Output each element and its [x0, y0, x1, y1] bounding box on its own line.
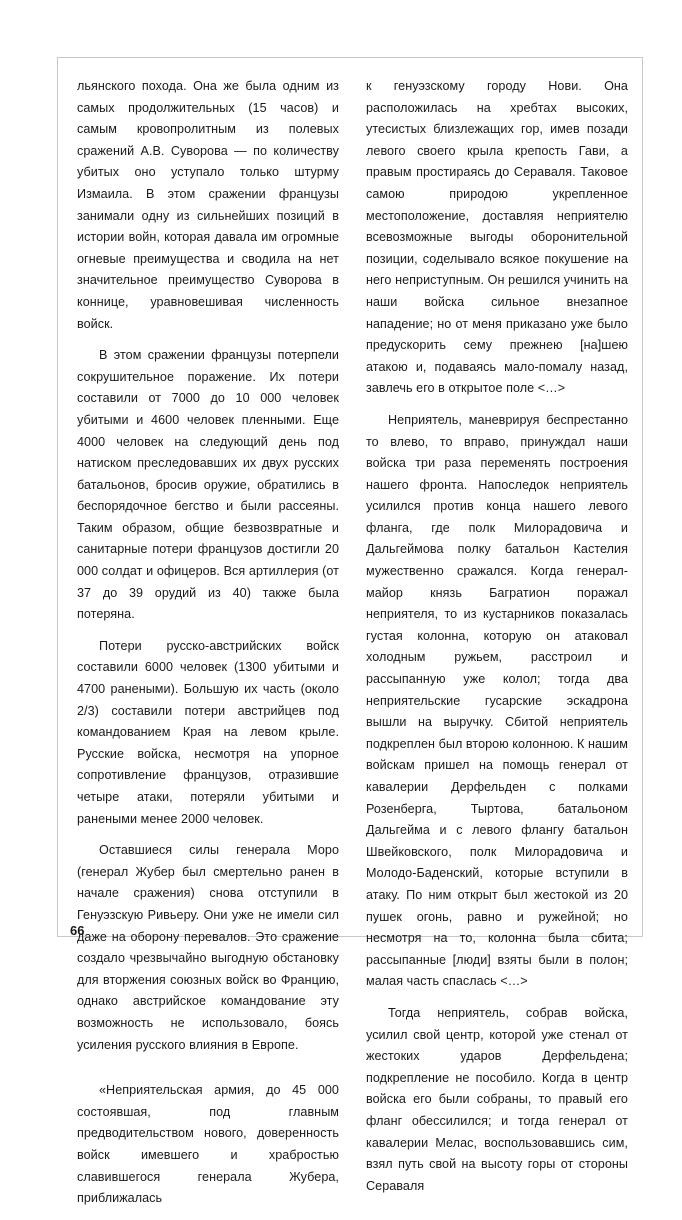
paragraph: Потери русско-австрийских войск составили 6000 человек (1300 убитыми и 4700 ранеными). Большую их часть (около 2/3) составили потери австрийцев под командованием Края на левом крыле. Русские войска, несмотря на упорное сопротивление французов, отразившие четыре атаки, потеряли убитыми и ранеными менее 2000 человек.: [77, 638, 339, 826]
quote-paragraph: «Неприятельская армия, до 45 000 состоявшая, под главным предводительством нового, доверенность войск имевшего и храбростью славившегося генерала Жубера, приближалась: [77, 1083, 339, 1206]
paragraph: льянского похода. Она же была одним из самых продолжительных (15 часов) и самым кровопролитным из полевых сражений А.В. Суворова — по количеству убитых оно уступало только штурму Измаила. В этом сражении французы занимали одну из сильнейших позиций в истории войн, которая давала им огромные огневые преимущества и сводила на нет значительное преимущество Суворова в коннице, уравновешивая численность войск.: [77, 79, 339, 331]
paragraph: Оставшиеся силы генерала Моро (генерал Жубер был смертельно ранен в начале сражения) снова отступили в Генуэзскую Ривьеру. Они уже не имели сил даже на оборону перевалов. Это сражение создало чрезвычайно выгодную обстановку для вторжения союзных войск во Францию, однако австрийское командование эту возможность не использовало, боясь усиления русского влияния в Европе.: [77, 843, 339, 1052]
quote-paragraph: к генуэзскому городу Нови. Она расположилась на хребтах высоких, утесистых близлежащих гор, имев позади левого своего крыла крепость Гави, а правым простираясь до Сераваля. Таковое самою природою укрепленное местоположение, доставляя неприятелю всевозможные выгоды оборонительной позиции, соделывало всякое покушение на него неприступным. Он решился учинить на наши войска сильное внезапное нападение; но от меня приказано уже было предускорить сему прежнею [на]шею атакою и, подаваясь мало-помалу назад, завлечь его в открытое поле <…>: [366, 79, 628, 396]
quote-paragraph: Тогда неприятель, собрав войска, усилил свой центр, которой уже стенал от жестоких ударов Дерфельдена; подкрепление не пособило. Когда в центр войска его были собраны, то правый его фланг обессилился; и тогда генерал от кавалерии Мелас, воспользовавшись сим, взял путь свой на высоту горы от стороны Сераваля: [366, 1005, 628, 1193]
left-text-column: [77, 76, 339, 1220]
paragraph: В этом сражении французы потерпели сокрушительное поражение. Их потери составили от 7000 до 10 000 человек убитыми и 4600 человек пленными. Еще 4000 человек на следующий день под натиском преследовавших их двух русских батальонов, бросив оружие, обратились в беспорядочное бегство и были рассеяны. Таким образом, общие безвозвратные и санитарные потери французов достигли 20 000 солдат и офицеров. Вся артиллерия (от 37 до 39 орудий из 40) также была потеряна.: [77, 348, 339, 622]
page-number: 66: [70, 923, 85, 938]
quote-paragraph: Неприятель, маневрируя беспрестанно то влево, то вправо, принуждал наши войска три раза переменять построения нашего фронта. Напоследок неприятель усилился против конца нашего левого фланга, где полк Милорадовича и Дальгеймова полку батальон Кастелия мужественно сражался. Когда генерал-майор князь Багратион поражал неприятеля, то из кустарников показалась густая колонна, которую он атаковал холодным ружьем, расстроил и рассыпанную уже колол; тогда два неприятельские гусарские эскадрона вышли на выручку. Сбитой неприятель подкреплен был второю колонною. К нашим войскам пришел на помощь генерал от кавалерии Дерфельден с полками Розенберга, Тыртова, батальоном Дальгейма и с левого флангу батальон Швейковского, полк Милорадовича и Молодо-Баденский, которые вступили в атаку. По ним открыт был жестокой из 20 пушек огонь, равно и ружейной; но несмотря на то, колонна была сбита; рассыпанные [люди] взяты были в полон; малая часть спаслась <…>: [366, 412, 628, 989]
right-text-column: [366, 76, 628, 1207]
